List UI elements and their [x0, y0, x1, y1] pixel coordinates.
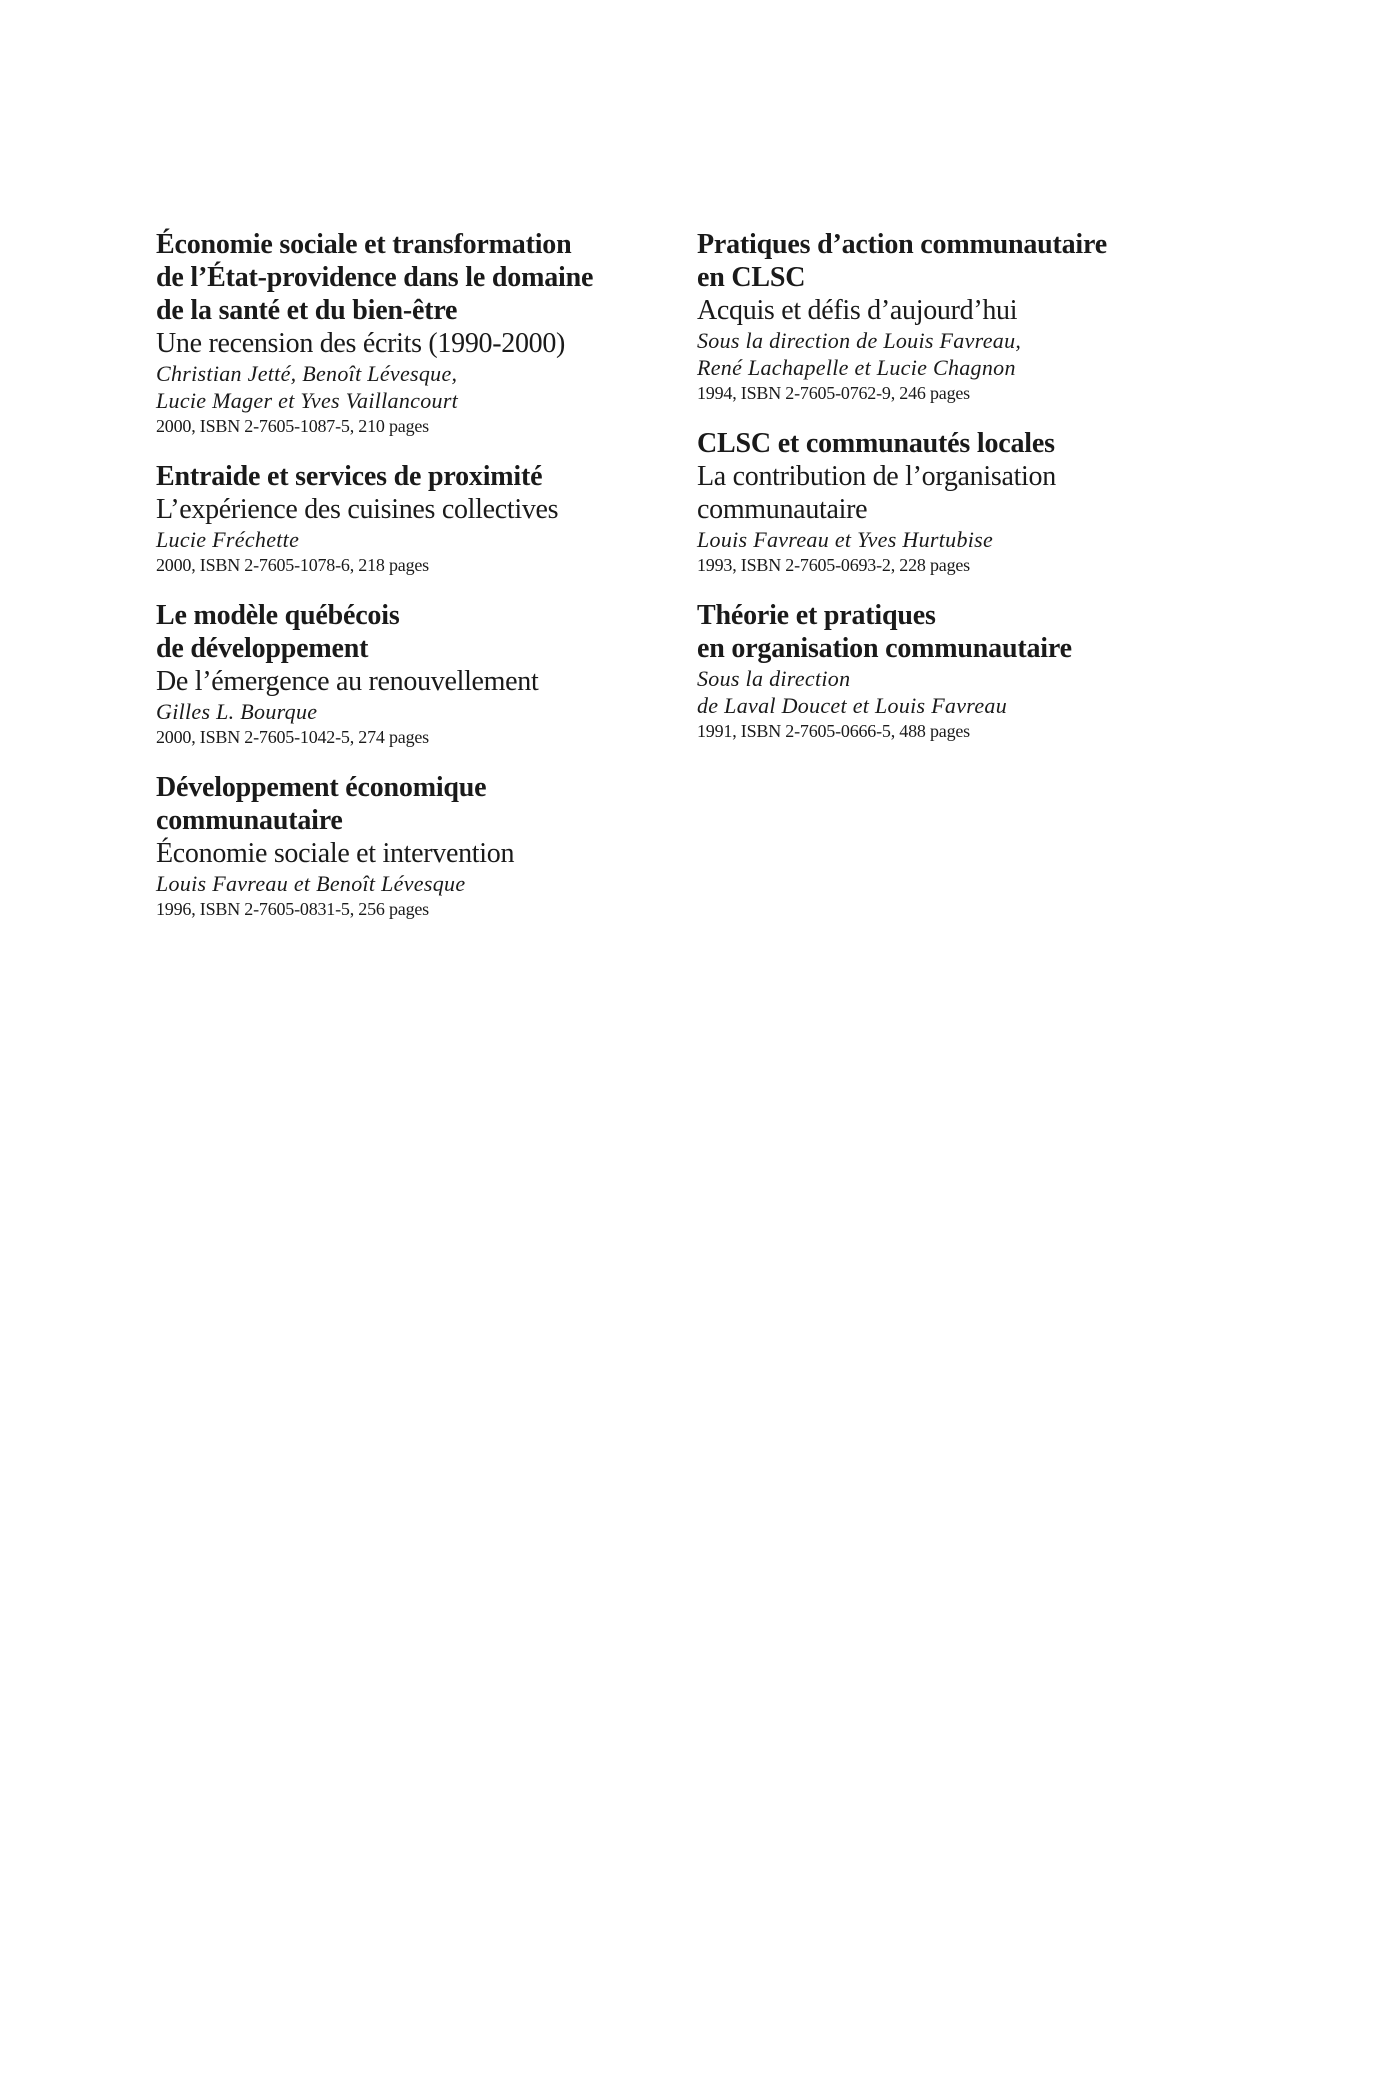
book-subtitle: De l’émergence au renouvellement — [156, 666, 539, 697]
book-title: de la santé et du bien-être — [156, 295, 458, 326]
book-title: Le modèle québécois — [156, 600, 400, 631]
left-column — [156, 228, 676, 943]
book-entry — [156, 771, 676, 921]
book-publication-info: 2000, ISBN 2-7605-1078-6, 218 pages — [156, 555, 429, 575]
book-entry — [697, 228, 1217, 405]
book-authors: de Laval Doucet et Louis Favreau — [697, 693, 1008, 718]
book-authors: Louis Favreau et Yves Hurtubise — [697, 527, 994, 552]
book-authors: Lucie Mager et Yves Vaillancourt — [156, 388, 459, 413]
book-publication-info: 2000, ISBN 2-7605-1087-5, 210 pages — [156, 416, 429, 436]
book-title: communautaire — [156, 805, 343, 836]
book-title: Entraide et services de proximité — [156, 461, 543, 492]
book-authors: Gilles L. Bourque — [156, 699, 318, 724]
book-publication-info: 1991, ISBN 2-7605-0666-5, 488 pages — [697, 721, 970, 741]
book-title: en CLSC — [697, 262, 806, 293]
book-title: en organisation communautaire — [697, 633, 1072, 664]
book-subtitle: Une recension des écrits (1990-2000) — [156, 328, 566, 359]
book-authors: Sous la direction de Louis Favreau, — [697, 328, 1022, 353]
book-authors: René Lachapelle et Lucie Chagnon — [697, 355, 1016, 380]
book-publication-info: 1994, ISBN 2-7605-0762-9, 246 pages — [697, 383, 970, 403]
book-entry — [156, 228, 676, 438]
book-title: Pratiques d’action communautaire — [697, 229, 1107, 260]
book-subtitle: Économie sociale et intervention — [156, 838, 515, 869]
book-subtitle: L’expérience des cuisines collectives — [156, 494, 559, 525]
book-authors: Lucie Fréchette — [156, 527, 300, 552]
book-entry — [697, 599, 1217, 743]
book-subtitle: La contribution de l’organisation — [697, 461, 1056, 492]
book-title: Théorie et pratiques — [697, 600, 936, 631]
book-title: Économie sociale et transformation — [156, 229, 572, 260]
book-entry — [697, 427, 1217, 577]
book-entry — [156, 460, 676, 577]
book-title: de développement — [156, 633, 369, 664]
book-authors: Louis Favreau et Benoît Lévesque — [156, 871, 466, 896]
book-publication-info: 1996, ISBN 2-7605-0831-5, 256 pages — [156, 899, 429, 919]
book-title: CLSC et communautés locales — [697, 428, 1055, 459]
book-authors: Christian Jetté, Benoît Lévesque, — [156, 361, 458, 386]
book-title: Développement économique — [156, 772, 487, 803]
book-authors: Sous la direction — [697, 666, 851, 691]
right-column — [697, 228, 1217, 765]
book-subtitle: Acquis et défis d’aujourd’hui — [697, 295, 1018, 326]
book-subtitle: communautaire — [697, 494, 868, 525]
book-entry — [156, 599, 676, 749]
book-publication-info: 1993, ISBN 2-7605-0693-2, 228 pages — [697, 555, 970, 575]
book-title: de l’État-providence dans le domaine — [156, 262, 594, 293]
book-publication-info: 2000, ISBN 2-7605-1042-5, 274 pages — [156, 727, 429, 747]
